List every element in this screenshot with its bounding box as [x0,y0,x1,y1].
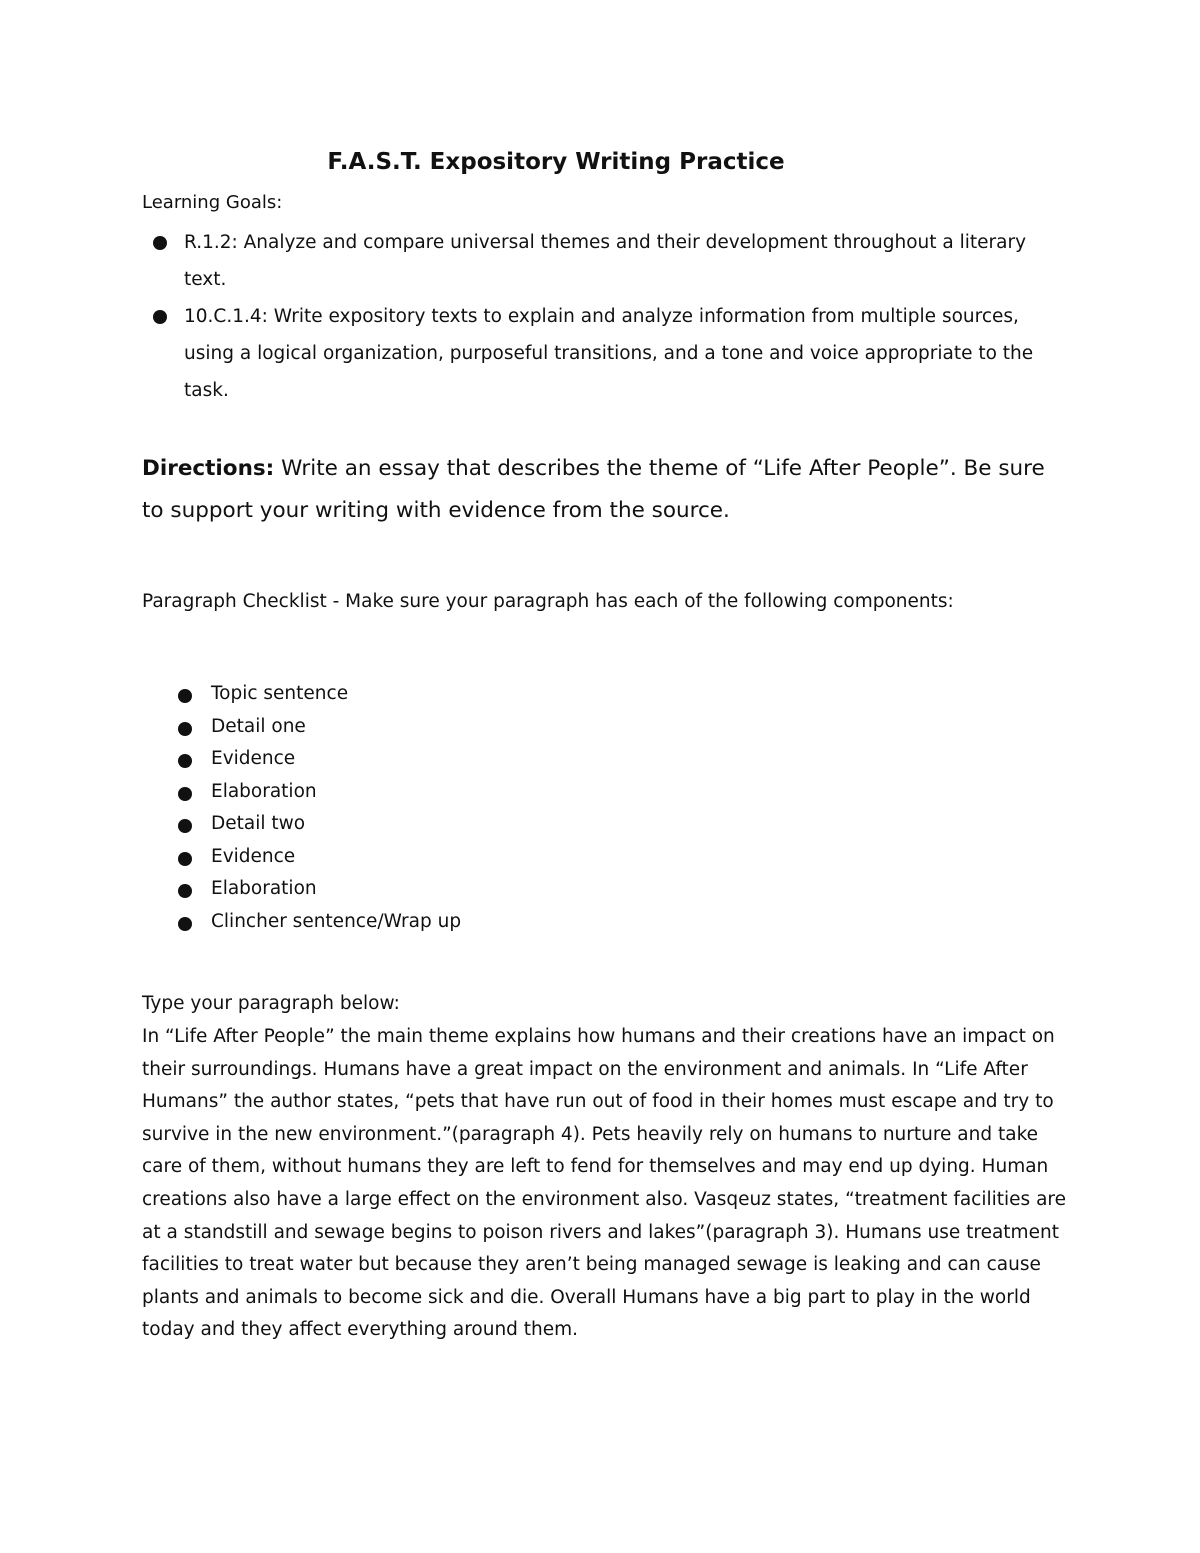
checklist-item-text: Topic sentence [211,683,349,704]
checklist-intro: Paragraph Checklist - Make sure your paragraph has each of the following components: [142,591,954,612]
learning-goals-list [142,224,1062,409]
bullet-icon [153,310,167,324]
learning-goal-text: 10.C.1.4: Write expository texts to explain and analyze information from multiple sources, using a logical organization, purposeful transitions, and a tone and voice appropriate to the task. [184,306,1034,401]
response-paragraph: In “Life After People” the main theme explains how humans and their creations have an impact on their surroundings. Humans have a great impact on the environment and animals. In “Life After Humans” the author states, “pets that have run out of food in their homes must escape and try to survive in the new environment.”(paragraph 4). Pets heavily rely on humans to nurture and take care of them, without humans they are left to fend for themselves and may end up dying. Human creations also have a large effect on the environment also. Vasqeuz states, “treatment facilities are at a standstill and sewage begins to poison rivers and lakes”(paragraph 3). Humans use treatment facilities to treat water but because they aren’t being managed sewage is leaking and can cause plants and animals to become sick and die. Overall Humans have a big part to play in the world today and they affect everything around them. [142,1026,1066,1341]
document-page [142,0,1072,1553]
paragraph-checklist [142,678,461,938]
checklist-item [142,906,461,939]
learning-goal-item [142,224,1062,298]
response-label: Type your paragraph below: [142,993,400,1014]
learning-goals-heading: Learning Goals: [142,192,283,213]
checklist-item [142,808,461,841]
directions [142,448,1052,532]
bullet-icon [178,884,192,898]
checklist-item [142,841,461,874]
checklist-item-text: Elaboration [211,878,317,899]
bullet-icon [178,917,192,931]
checklist-item [142,711,461,744]
checklist-item-text: Elaboration [211,780,317,802]
directions-text: Write an essay that describes the theme of “Life After People”. Be sure to support your writing with evidence from the source. [142,456,1045,523]
bullet-icon [178,852,192,866]
checklist-item [142,743,461,776]
checklist-item-text: Clincher sentence/Wrap up [211,910,462,932]
learning-goal-item [142,298,1062,409]
checklist-item [142,678,461,711]
bullet-icon [178,689,192,703]
checklist-item [142,873,461,906]
bullet-icon [178,787,192,801]
directions-label: Directions: [142,456,275,481]
checklist-item [142,776,461,809]
document-title: F.A.S.T. Expository Writing Practice [327,149,785,175]
checklist-item-text: Detail one [211,715,306,737]
checklist-item-text: Detail two [211,813,306,834]
learning-goal-text: R.1.2: Analyze and compare universal themes and their development throughout a literary text. [184,232,1027,290]
bullet-icon [178,819,192,833]
bullet-icon [178,754,192,768]
checklist-item-text: Evidence [211,748,296,769]
bullet-icon [178,722,192,736]
bullet-icon [153,236,167,250]
checklist-item-text: Evidence [211,845,296,867]
